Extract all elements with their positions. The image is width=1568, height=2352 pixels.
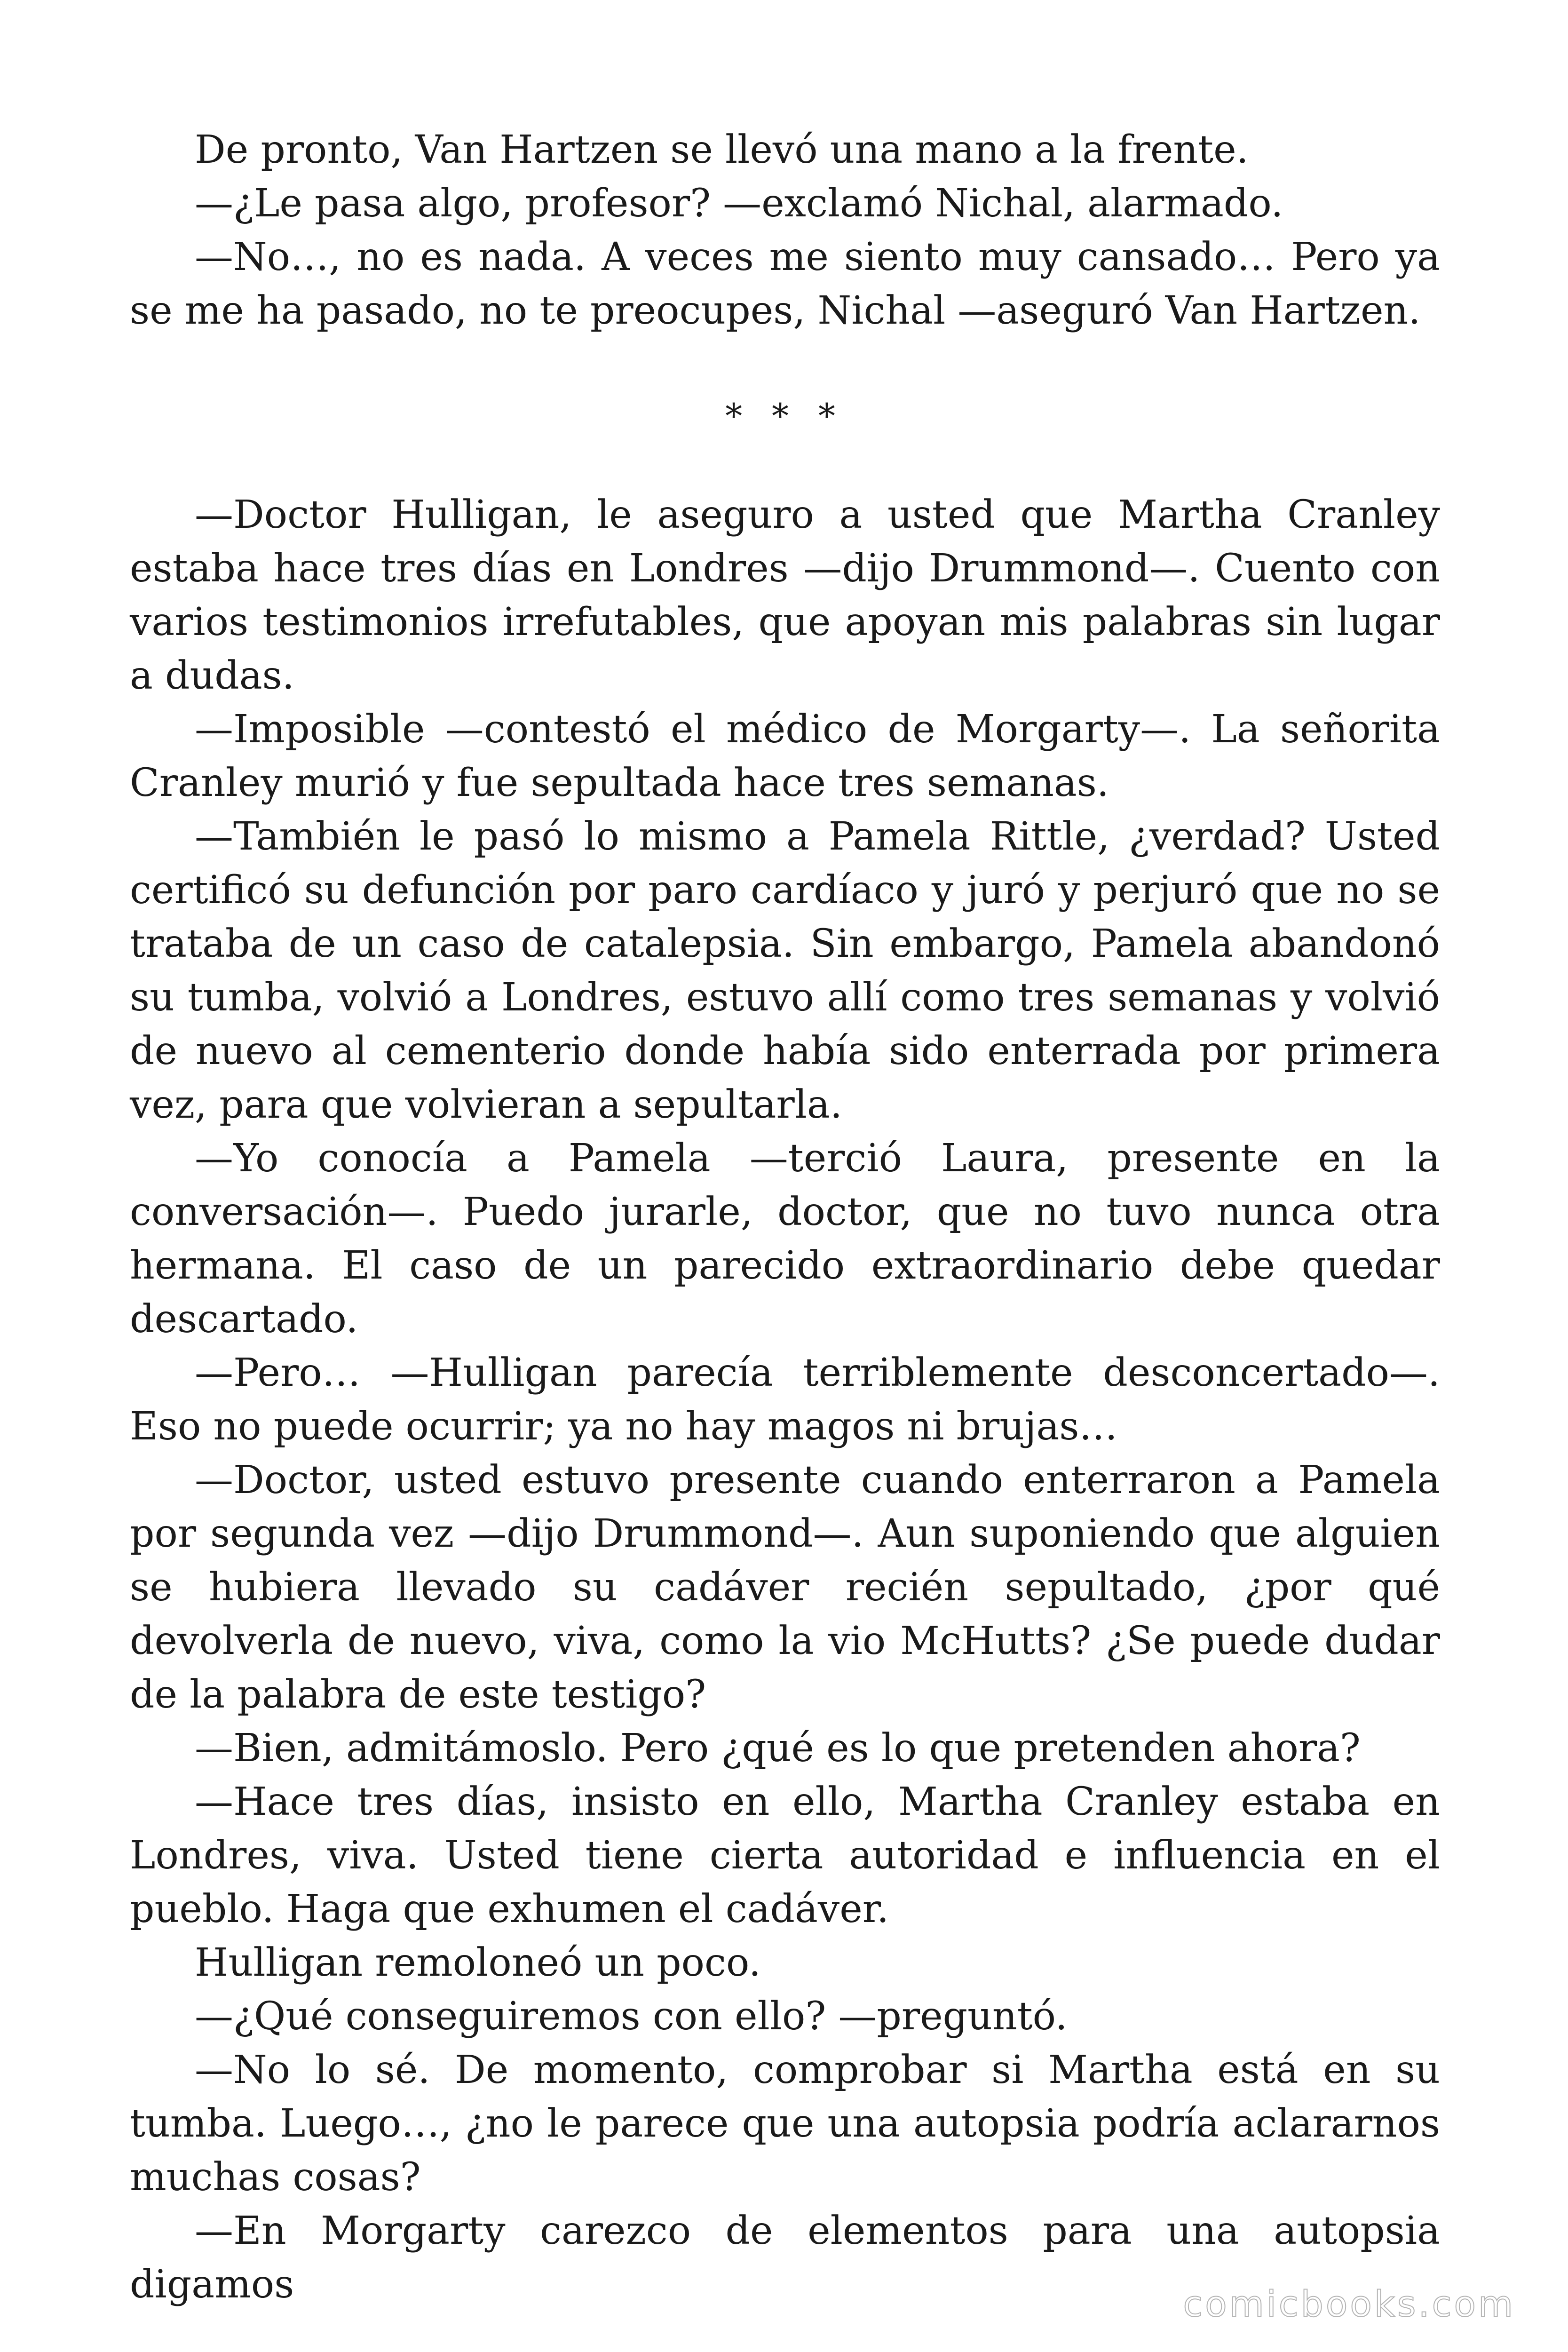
paragraph: —Imposible —contestó el médico de Morgarty—. La señorita Cranley murió y fue sepultada hace tres semanas. <box>130 707 1440 805</box>
paragraph: —Bien, admitámoslo. Pero ¿qué es lo que pretenden ahora? <box>195 1726 1361 1771</box>
paragraph: —Pero… —Hulligan parecía terriblemente desconcertado—. Eso no puede ocurrir; ya no hay magos ni brujas… <box>130 1351 1440 1449</box>
paragraph: —Hace tres días, insisto en ello, Martha Cranley estaba en Londres, viva. Usted tiene cierta autoridad e influencia en el pueblo. Haga que exhumen el cadáver. <box>130 1780 1440 1931</box>
paragraph: —¿Le pasa algo, profesor? —exclamó Nichal, alarmado. <box>195 181 1283 226</box>
paragraph: —En Morgarty carezco de elementos para una autopsia digamos <box>130 2209 1440 2307</box>
page-text <box>130 123 1440 2312</box>
paragraph: Hulligan remoloneó un poco. <box>195 1940 761 1985</box>
paragraph: De pronto, Van Hartzen se llevó una mano a la frente. <box>195 127 1249 172</box>
paragraph: —Doctor, usted estuvo presente cuando enterraron a Pamela por segunda vez —dijo Drummond—. Aun suponiendo que alguien se hubiera llevado su cadáver recién sepultado, ¿por qué devolverla de nuevo, viva, como la vio McHutts? ¿Se puede dudar de la palabra de este testigo? <box>130 1458 1440 1717</box>
paragraph: —Yo conocía a Pamela —terció Laura, presente en la conversación—. Puedo jurarle, doctor, que no tuvo nunca otra hermana. El caso de un parecido extraordinario debe quedar descartado. <box>130 1136 1440 1342</box>
section-separator: * * * <box>725 396 845 436</box>
paragraph: —No lo sé. De momento, comprobar si Martha está en su tumba. Luego…, ¿no le parece que una autopsia podría aclararnos muchas cosas? <box>130 2048 1440 2200</box>
paragraph: —No…, no es nada. A veces me siento muy cansado… Pero ya se me ha pasado, no te preocupes, Nichal —aseguró Van Hartzen. <box>130 235 1440 333</box>
watermark: comicbooks.com <box>1183 2283 1515 2325</box>
paragraph: —También le pasó lo mismo a Pamela Rittle, ¿verdad? Usted certificó su defunción por paro cardíaco y juró y perjuró que no se trataba de un caso de catalepsia. Sin embargo, Pamela abandonó su tumba, volvió a Londres, estuvo allí como tres semanas y volvió de nuevo al cementerio donde había sido enterrada por primera vez, para que volvieran a sepultarla. <box>130 814 1440 1127</box>
paragraph: —Doctor Hulligan, le aseguro a usted que Martha Cranley estaba hace tres días en Londres —dijo Drummond—. Cuento con varios testimonios irrefutables, que apoyan mis palabras sin lugar a dudas. <box>130 493 1440 698</box>
paragraph: —¿Qué conseguiremos con ello? —preguntó. <box>195 1994 1068 2039</box>
